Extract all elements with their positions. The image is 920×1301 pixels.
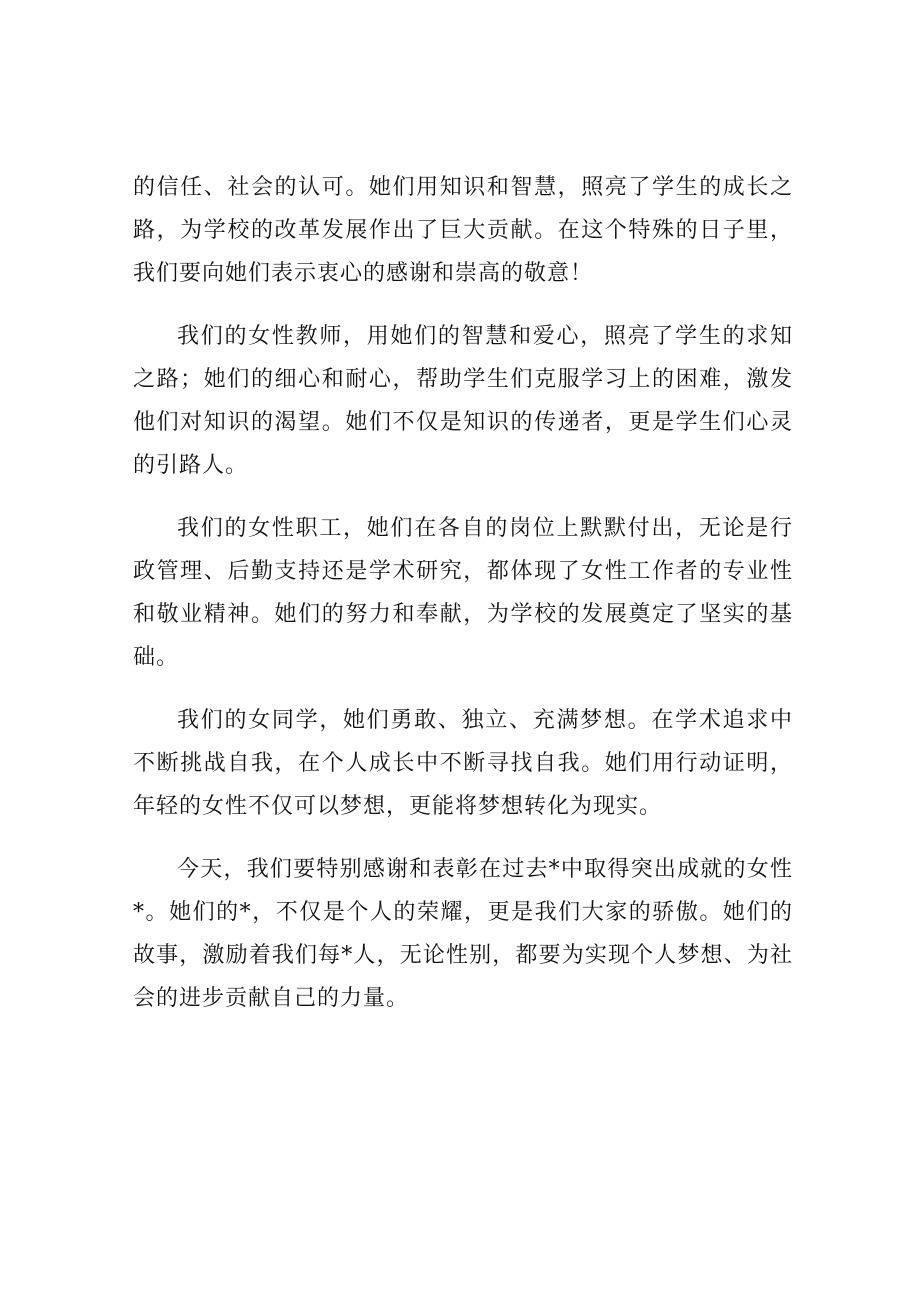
paragraph-female-students: 我们的女同学，她们勇敢、独立、充满梦想。在学术追求中不断挑战自我，在个人成长中不断寻找自我。她们用行动证明，年轻的女性不仅可以梦想，更能将梦想转化为现实。 — [133, 708, 793, 819]
paragraph-female-teachers: 我们的女性教师，用她们的智慧和爱心，照亮了学生的求知之路；她们的细心和耐心，帮助学生们克服学习上的困难，激发他们对知识的渴望。她们不仅是知识的传递者，更是学生们心灵的引路人。 — [133, 324, 793, 478]
paragraph-continuation: 的信任、社会的认可。她们用知识和智慧，照亮了学生的成长之路，为学校的改革发展作出了巨大贡献。在这个特殊的日子里，我们要向她们表示衷心的感谢和崇高的敬意！ — [133, 175, 793, 286]
paragraph-female-staff: 我们的女性职工，她们在各自的岗位上默默付出，无论是行政管理、后勤支持还是学术研究，都体现了女性工作者的专业性和敬业精神。她们的努力和奉献，为学校的发展奠定了坚实的基础。 — [133, 516, 793, 670]
paragraph-recognition: 今天，我们要特别感谢和表彰在过去*中取得突出成就的女性*。她们的*，不仅是个人的荣耀，更是我们大家的骄傲。她们的故事，激励着我们每*人，无论性别，都要为实现个人梦想、为社会的进步贡献自己的力量。 — [133, 857, 793, 1011]
document-body — [133, 166, 793, 1040]
